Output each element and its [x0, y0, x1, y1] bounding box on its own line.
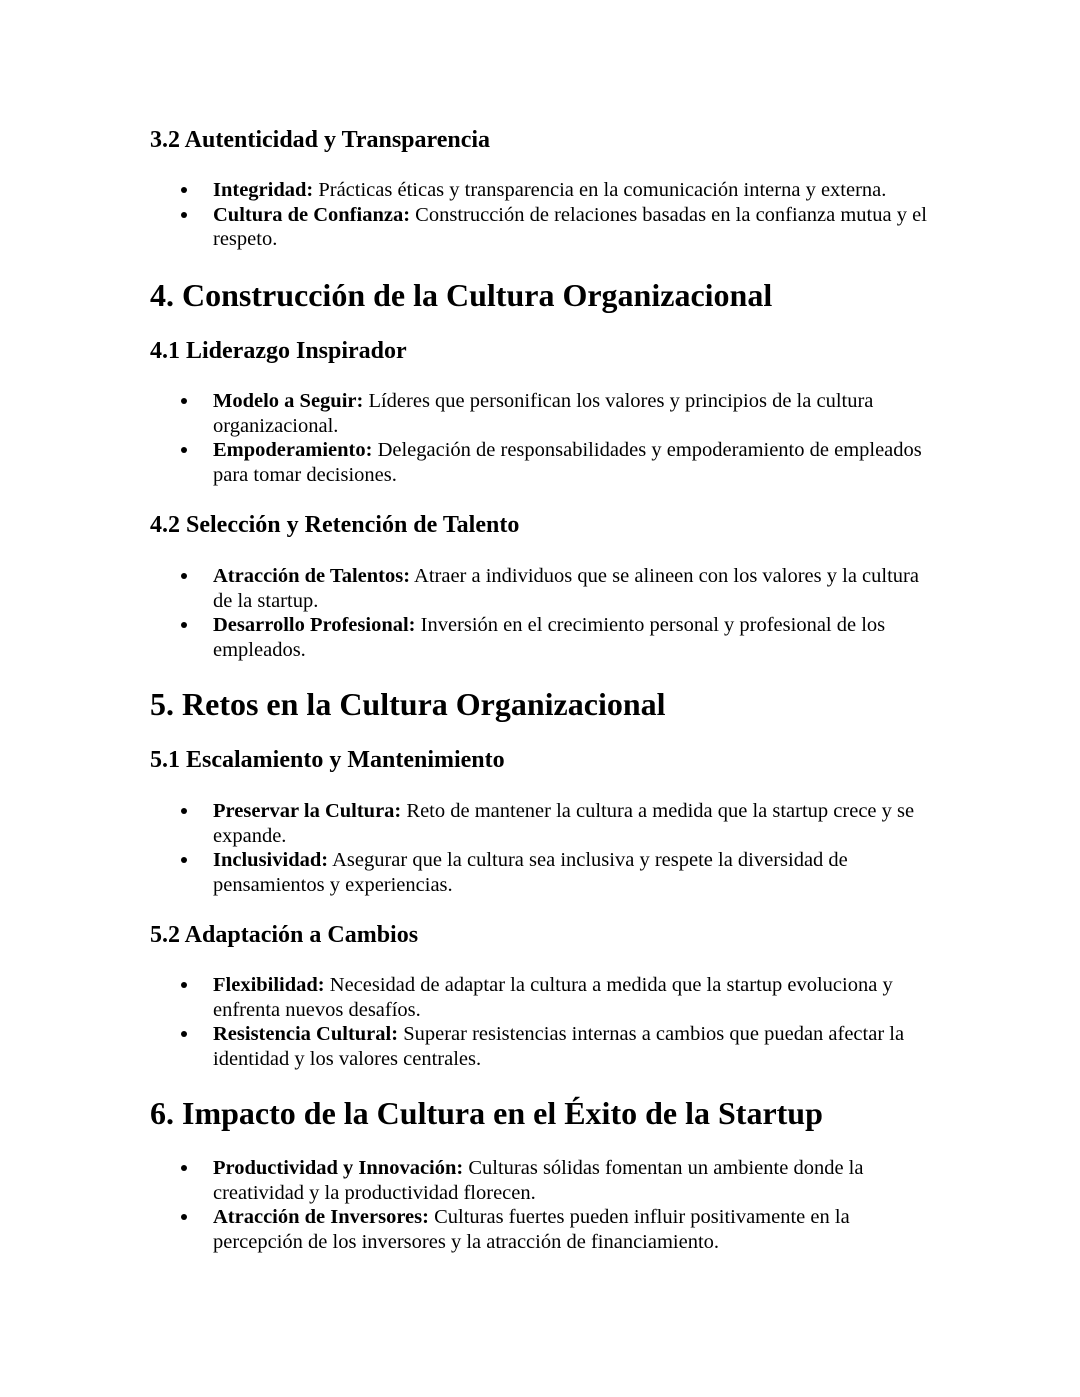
bullet-icon [181, 187, 187, 193]
list-item [213, 799, 933, 848]
section-heading-3-2: 3.2 Autenticidad y Transparencia [150, 127, 491, 153]
list-item [213, 438, 933, 487]
section-heading-4: 4. Construcción de la Cultura Organizacional [150, 277, 773, 313]
item-text: Prácticas éticas y transparencia en la comunicación interna y externa. [313, 179, 887, 201]
bullet-icon [181, 212, 187, 218]
bullet-icon [181, 447, 187, 453]
item-term: Resistencia Cultural: [213, 1023, 399, 1045]
item-term: Modelo a Seguir: [213, 390, 364, 412]
bullet-icon [181, 1165, 187, 1171]
bullet-icon [181, 857, 187, 863]
list-item [213, 178, 933, 203]
list-item [213, 1022, 933, 1071]
item-text: Inversión en el crecimiento personal y profesional de los empleados. [213, 614, 886, 661]
item-text: Delegación de responsabilidades y empoderamiento de empleados para tomar decisiones. [213, 439, 922, 486]
item-text: Necesidad de adaptar la cultura a medida que la startup evoluciona y enfrenta nuevos desafíos. [213, 974, 893, 1021]
bullet-icon [181, 1214, 187, 1220]
section-heading-5-1: 5.1 Escalamiento y Mantenimiento [150, 747, 505, 773]
item-text: Asegurar que la cultura sea inclusiva y respete la diversidad de pensamientos y experiencias. [213, 849, 848, 896]
item-term: Preservar la Cultura: [213, 800, 402, 822]
section-heading-4-1: 4.1 Liderazgo Inspirador [150, 338, 407, 364]
list-item [213, 389, 933, 438]
list-item [213, 1156, 933, 1205]
bullet-list-3-2 [213, 178, 933, 252]
bullet-icon [181, 1031, 187, 1037]
item-text: Culturas fuertes pueden influir positivamente en la percepción de los inversores y la atracción de financiamiento. [213, 1206, 850, 1253]
bullet-icon [181, 573, 187, 579]
item-text: Atraer a individuos que se alineen con los valores y la cultura de la startup. [213, 565, 919, 612]
item-text: Culturas sólidas fomentan un ambiente donde la creatividad y la productividad florecen. [213, 1157, 864, 1204]
item-term: Empoderamiento: [213, 439, 373, 461]
list-item [213, 973, 933, 1022]
item-term: Desarrollo Profesional: [213, 614, 416, 636]
section-heading-4-2: 4.2 Selección y Retención de Talento [150, 512, 520, 538]
list-item [213, 564, 933, 613]
list-item [213, 613, 933, 662]
item-term: Atracción de Inversores: [213, 1206, 429, 1228]
section-heading-5-2: 5.2 Adaptación a Cambios [150, 922, 419, 948]
item-text: Construcción de relaciones basadas en la confianza mutua y el respeto. [213, 203, 927, 250]
bullet-icon [181, 808, 187, 814]
item-text: Reto de mantener la cultura a medida que la startup crece y se expande. [213, 800, 915, 847]
bullet-list-4-1 [213, 389, 933, 487]
item-text: Líderes que personifican los valores y principios de la cultura organizacional. [213, 390, 874, 437]
item-text: Superar resistencias internas a cambios que puedan afectar la identidad y los valores centrales. [213, 1023, 905, 1070]
bullet-icon [181, 398, 187, 404]
bullet-icon [181, 982, 187, 988]
list-item [213, 203, 933, 252]
item-term: Atracción de Talentos: [213, 565, 411, 587]
bullet-list-5-2 [213, 973, 933, 1071]
item-term: Cultura de Confianza: [213, 203, 411, 226]
item-term: Flexibilidad: [213, 974, 325, 996]
bullet-list-5-1 [213, 799, 933, 897]
section-heading-6: 6. Impacto de la Cultura en el Éxito de la Startup [150, 1095, 823, 1131]
item-term: Productividad y Innovación: [213, 1157, 464, 1179]
list-item [213, 848, 933, 897]
bullet-list-6 [213, 1156, 933, 1254]
item-term: Integridad: [213, 179, 314, 201]
bullet-icon [181, 622, 187, 628]
item-term: Inclusividad: [213, 849, 329, 871]
bullet-list-4-2 [213, 564, 933, 662]
section-heading-5: 5. Retos en la Cultura Organizacional [150, 686, 666, 722]
list-item [213, 1205, 933, 1254]
